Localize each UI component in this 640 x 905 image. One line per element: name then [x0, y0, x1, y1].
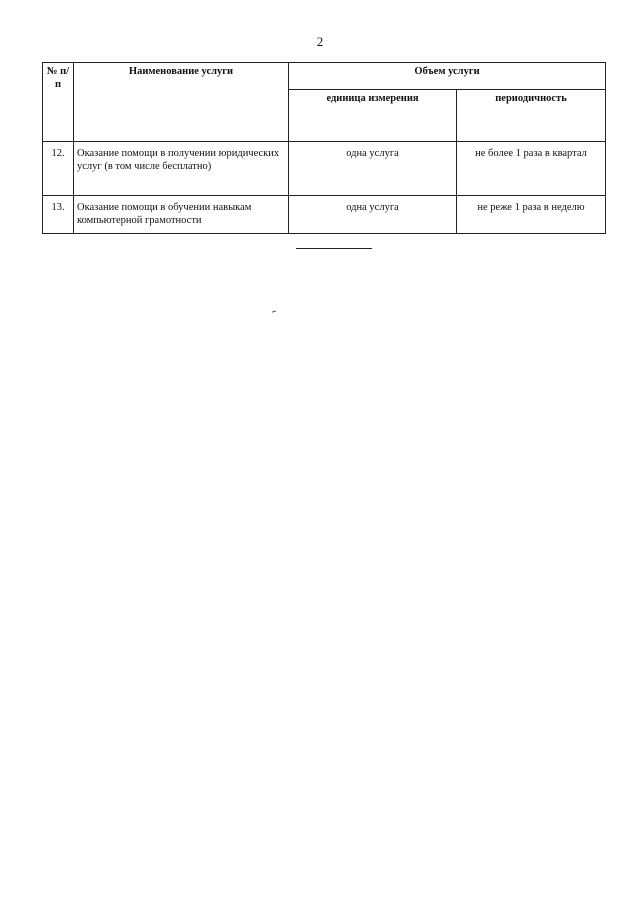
row-name: Оказание помощи в обучении навыкам компьютерной грамотности: [74, 196, 289, 234]
end-divider: [296, 248, 372, 249]
row-unit: одна услуга: [289, 142, 457, 196]
row-num: 12.: [43, 142, 74, 196]
row-num: 13.: [43, 196, 74, 234]
table-row: [43, 196, 606, 234]
row-period: не более 1 раза в квартал: [457, 142, 606, 196]
table-header: [43, 63, 606, 142]
header-unit: единица измерения: [289, 90, 457, 142]
header-row: [43, 63, 606, 90]
table-row: [43, 142, 606, 196]
row-period: не реже 1 раза в неделю: [457, 196, 606, 234]
row-name: Оказание помощи в получении юридических услуг (в том числе бесплатно): [74, 142, 289, 196]
scan-mark: [272, 310, 276, 312]
header-volume: Объем услуги: [289, 63, 606, 90]
header-name: Наименование услуги: [74, 63, 289, 142]
header-num: № п/п: [43, 63, 74, 142]
header-period: периодичность: [457, 90, 606, 142]
table-body: [43, 142, 606, 234]
page-number: 2: [316, 34, 324, 49]
services-table: [42, 62, 606, 234]
row-unit: одна услуга: [289, 196, 457, 234]
